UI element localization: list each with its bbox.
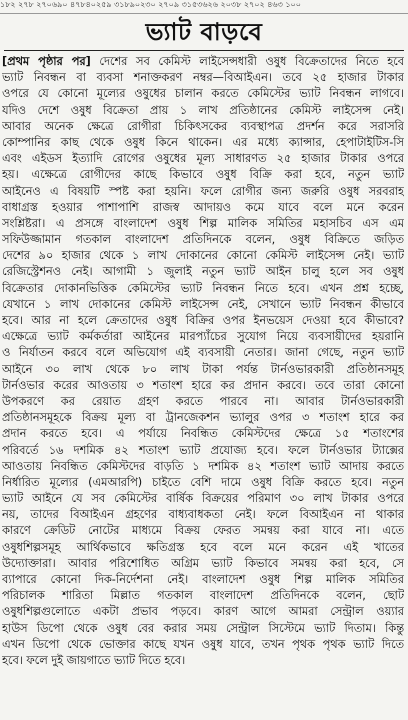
article-line: যেখানে ১ লাখ দোকানের কেমিস্ট লাইসেন্স নেই, সেখানে ভ্যাট নিবন্ধন কীভাবে (2, 297, 404, 311)
article-line: ভ্যাট নিবন্ধন বা ব্যবসা শনাক্তকরণ নম্বর—বিআইএন। তবে ২৫ হাজার টাকার (2, 71, 404, 85)
article-line: কোম্পানির কাছ থেকে ওষুধ কিনে থাকেন। এর মধ্যে ক্যান্সার, হেপাটাইটিস-সি (2, 135, 404, 149)
article-line: সংশ্লিষ্টরা। এ প্রসঙ্গে বাংলাদেশ ওষুধ শিল্প মালিক সমিতির মহাসচিব এস এম (2, 216, 404, 230)
article-line: টার্নওভার করের আওতায় ৩ শতাংশ হারে কর প্রদান করবে। তবে তারা কোনো (2, 378, 404, 392)
article-body (2, 54, 404, 718)
article-line: প্রতিষ্ঠানসমূহকে বিক্রয় মূল্য বা ট্রানজেকশন ভ্যালুর ওপর ৩ শতাংশ হারে কর (2, 411, 404, 425)
article-line: উপকরণে কর রেয়াত গ্রহণ করতে পারবে না। আবার টার্নওভারকারী (2, 394, 404, 408)
article-line: ভ্যাট আইনে যে সব কেমিস্টের বার্ষিক বিক্রয়ের পরিমাণ ৩০ লাখ টাকার ওপরে (2, 492, 404, 506)
article-headline: ভ্যাট বাড়বে (145, 18, 263, 46)
article-line: সফিউজ্জামান গতকাল বাংলাদেশ প্রতিদিনকে বলেন, ওষুধ বিক্রিতে জড়িত (2, 233, 404, 247)
continuation-kicker: [প্রথম পৃষ্ঠার পর] (2, 55, 91, 68)
article-line: পরিচালক শারিতা মিল্লাত গতকাল বাংলাদেশ প্রতিদিনকে বলেন, ছোট (2, 589, 404, 603)
article-line: প্রদান করতে হবে। এ পর্যায়ে নিবন্ধিত কেমিস্টদের ক্ষেত্রে ১৫ শতাংশের (2, 427, 404, 441)
article-line: হাউস ডিপো থেকে ওষুধ বের করার সময় সেন্ট্রাল সিস্টেমে ভ্যাট দিতাম। কিন্তু (2, 621, 404, 635)
article-line: কারণে ক্রেডিট নোটের মাধ্যমে বিক্রয় ফেরত সমন্বয় করা যাবে না। এতে (2, 524, 404, 538)
article-line: হবে। ফলে দুই জায়গাতে ভ্যাট দিতে হবে। (2, 653, 186, 667)
article-line: নয়, তাদের বিআইএন গ্রহণের বাধ্যবাধকতা নেই। ফলে বিআইএন না থাকার (2, 508, 404, 522)
article-line: এবং এইডস ইত্যাদি রোগের ওষুধের মূল্য সাধারণত ২৫ হাজার টাকার ওপরে (2, 152, 404, 166)
article-line: বাধাগ্রস্ত হওয়ার পাশাপাশি রাজস্ব আদায়ও কমে যাবে বলে মনে করেন (2, 200, 404, 214)
article-line: যদিও দেশে ওষুধ বিক্রেতা প্রায় ১ লাখ প্রতিষ্ঠানের কেমিস্ট লাইসেন্স নেই। (2, 103, 404, 117)
article-line: ওষুধশিল্পসমূহ আর্থিকভাবে ক্ষতিগ্রস্ত হবে বলে মনে করেন এই খাতের (2, 540, 404, 554)
headline-divider (4, 50, 404, 51)
article-line: রেজিস্ট্রেশনও নেই। আগামী ১ জুলাই নতুন ভ্যাট আইন চালু হলে সব ওষুধ (2, 265, 404, 279)
article-line: বিক্রেতার দোকানভিত্তিক কেমিস্টের ভ্যাট নিবন্ধন নিতে হবে। এখন প্রশ্ন হচ্ছে, (2, 281, 404, 295)
article-line: এক্ষেত্রে ভ্যাট কর্মকর্তারা আইনের মারপ্যাঁচের সুযোগ নিয়ে ব্যবসায়ীদের হয়রানি (2, 330, 404, 344)
article-line: পরিবর্তে ১৬ দশমিক ৪২ শতাংশ ভ্যাট প্রযোজ্য হবে। ফলে টার্নওভার ট্যাক্সের (2, 443, 404, 457)
article-line: হয়। এক্ষেত্রে রোগীদের কাছে কিভাবে ওষুধ বিক্রি করা হবে, নতুন ভ্যাট (2, 168, 404, 182)
article-line-text: দেশের সব কেমিস্ট লাইসেন্সধারী ওষুধ বিক্রেতাদের নিতে হবে (90, 55, 404, 68)
article-line: হবে। আর না হলে ক্রেতাদের ওষুধ বিক্রির ওপর ইনভয়েস দেওয়া হবে কীভাবে? (2, 314, 404, 327)
article-line: আইনে ৩০ লাখ থেকে ৮০ লাখ টাকা পর্যন্ত টার্নওভারকারী প্রতিষ্ঠানসমূহ (2, 362, 404, 376)
article-line: আবার অনেক ক্ষেত্রে রোগীরা চিকিৎসকের ব্যবস্থাপত্র প্রদর্শন করে সরাসরি (2, 119, 404, 133)
article-line: উদ্যোক্তারা। আবার পরিশোধিত অগ্রিম ভ্যাট কিভাবে সমন্বয় করা হবে, সে (2, 556, 404, 570)
article-line: ও নির্যাতন করবে বলে অভিযোগ এই ব্যবসায়ী নেতার। জানা গেছে, নতুন ভ্যাট (2, 346, 404, 360)
article-line: দেশের ৯০ হাজার থেকে ১ লাখ দোকানের কোনো কেমিস্ট লাইসেন্স নেই। ভ্যাট (2, 249, 404, 263)
article-line: আওতায় নিবন্ধিত কেমিস্টদের বাড়তি ১ দশমিক ৪২ শতাংশ ভ্যাট আদায় করতে (2, 459, 404, 473)
article-line (2, 54, 404, 70)
article-line: এখন ডিপো থেকে ভোক্তার কাছে যখন ওষুধ যাবে, তখন পৃথক পৃথক ভ্যাট দিতে (2, 637, 404, 651)
previous-column-cutoff-text: ১৮২ ২৭৮ ২৭০৬৯০ ৪৭৮৪০২৫৯ ৩১৮৯০২৩০ ২৭০৯ ৩১৫৩৬২৬ ২০৩৮ ২৭০২ ৪৬৩ ১০০ (0, 0, 408, 14)
article-line: ব্যাপারে কোনো দিক-নির্দেশনা নেই। বাংলাদেশ ওষুধ শিল্প মালিক সমিতির (2, 573, 404, 586)
article-line: ওপরে যে কোনো মূল্যের ওষুধের চালান করতে কেমিস্টের ভ্যাট নিবন্ধন লাগবে। (2, 87, 404, 101)
article-line: আইনেও এ বিষয়টি স্পষ্ট করা হয়নি। ফলে রোগীর জন্য জরুরি ওষুধ সরবরাহ (2, 184, 404, 198)
article-line: ওষুধশিল্পগুলোতে একটা প্রভাব পড়বে। কারণ আগে আমরা সেন্ট্রাল ওয়্যার (2, 605, 404, 619)
article-line: নির্ধারিত মূল্যের (এমআরপি) চাইতে বেশি দামে ওষুধ বিক্রি করতে হবে। নতুন (2, 475, 404, 489)
